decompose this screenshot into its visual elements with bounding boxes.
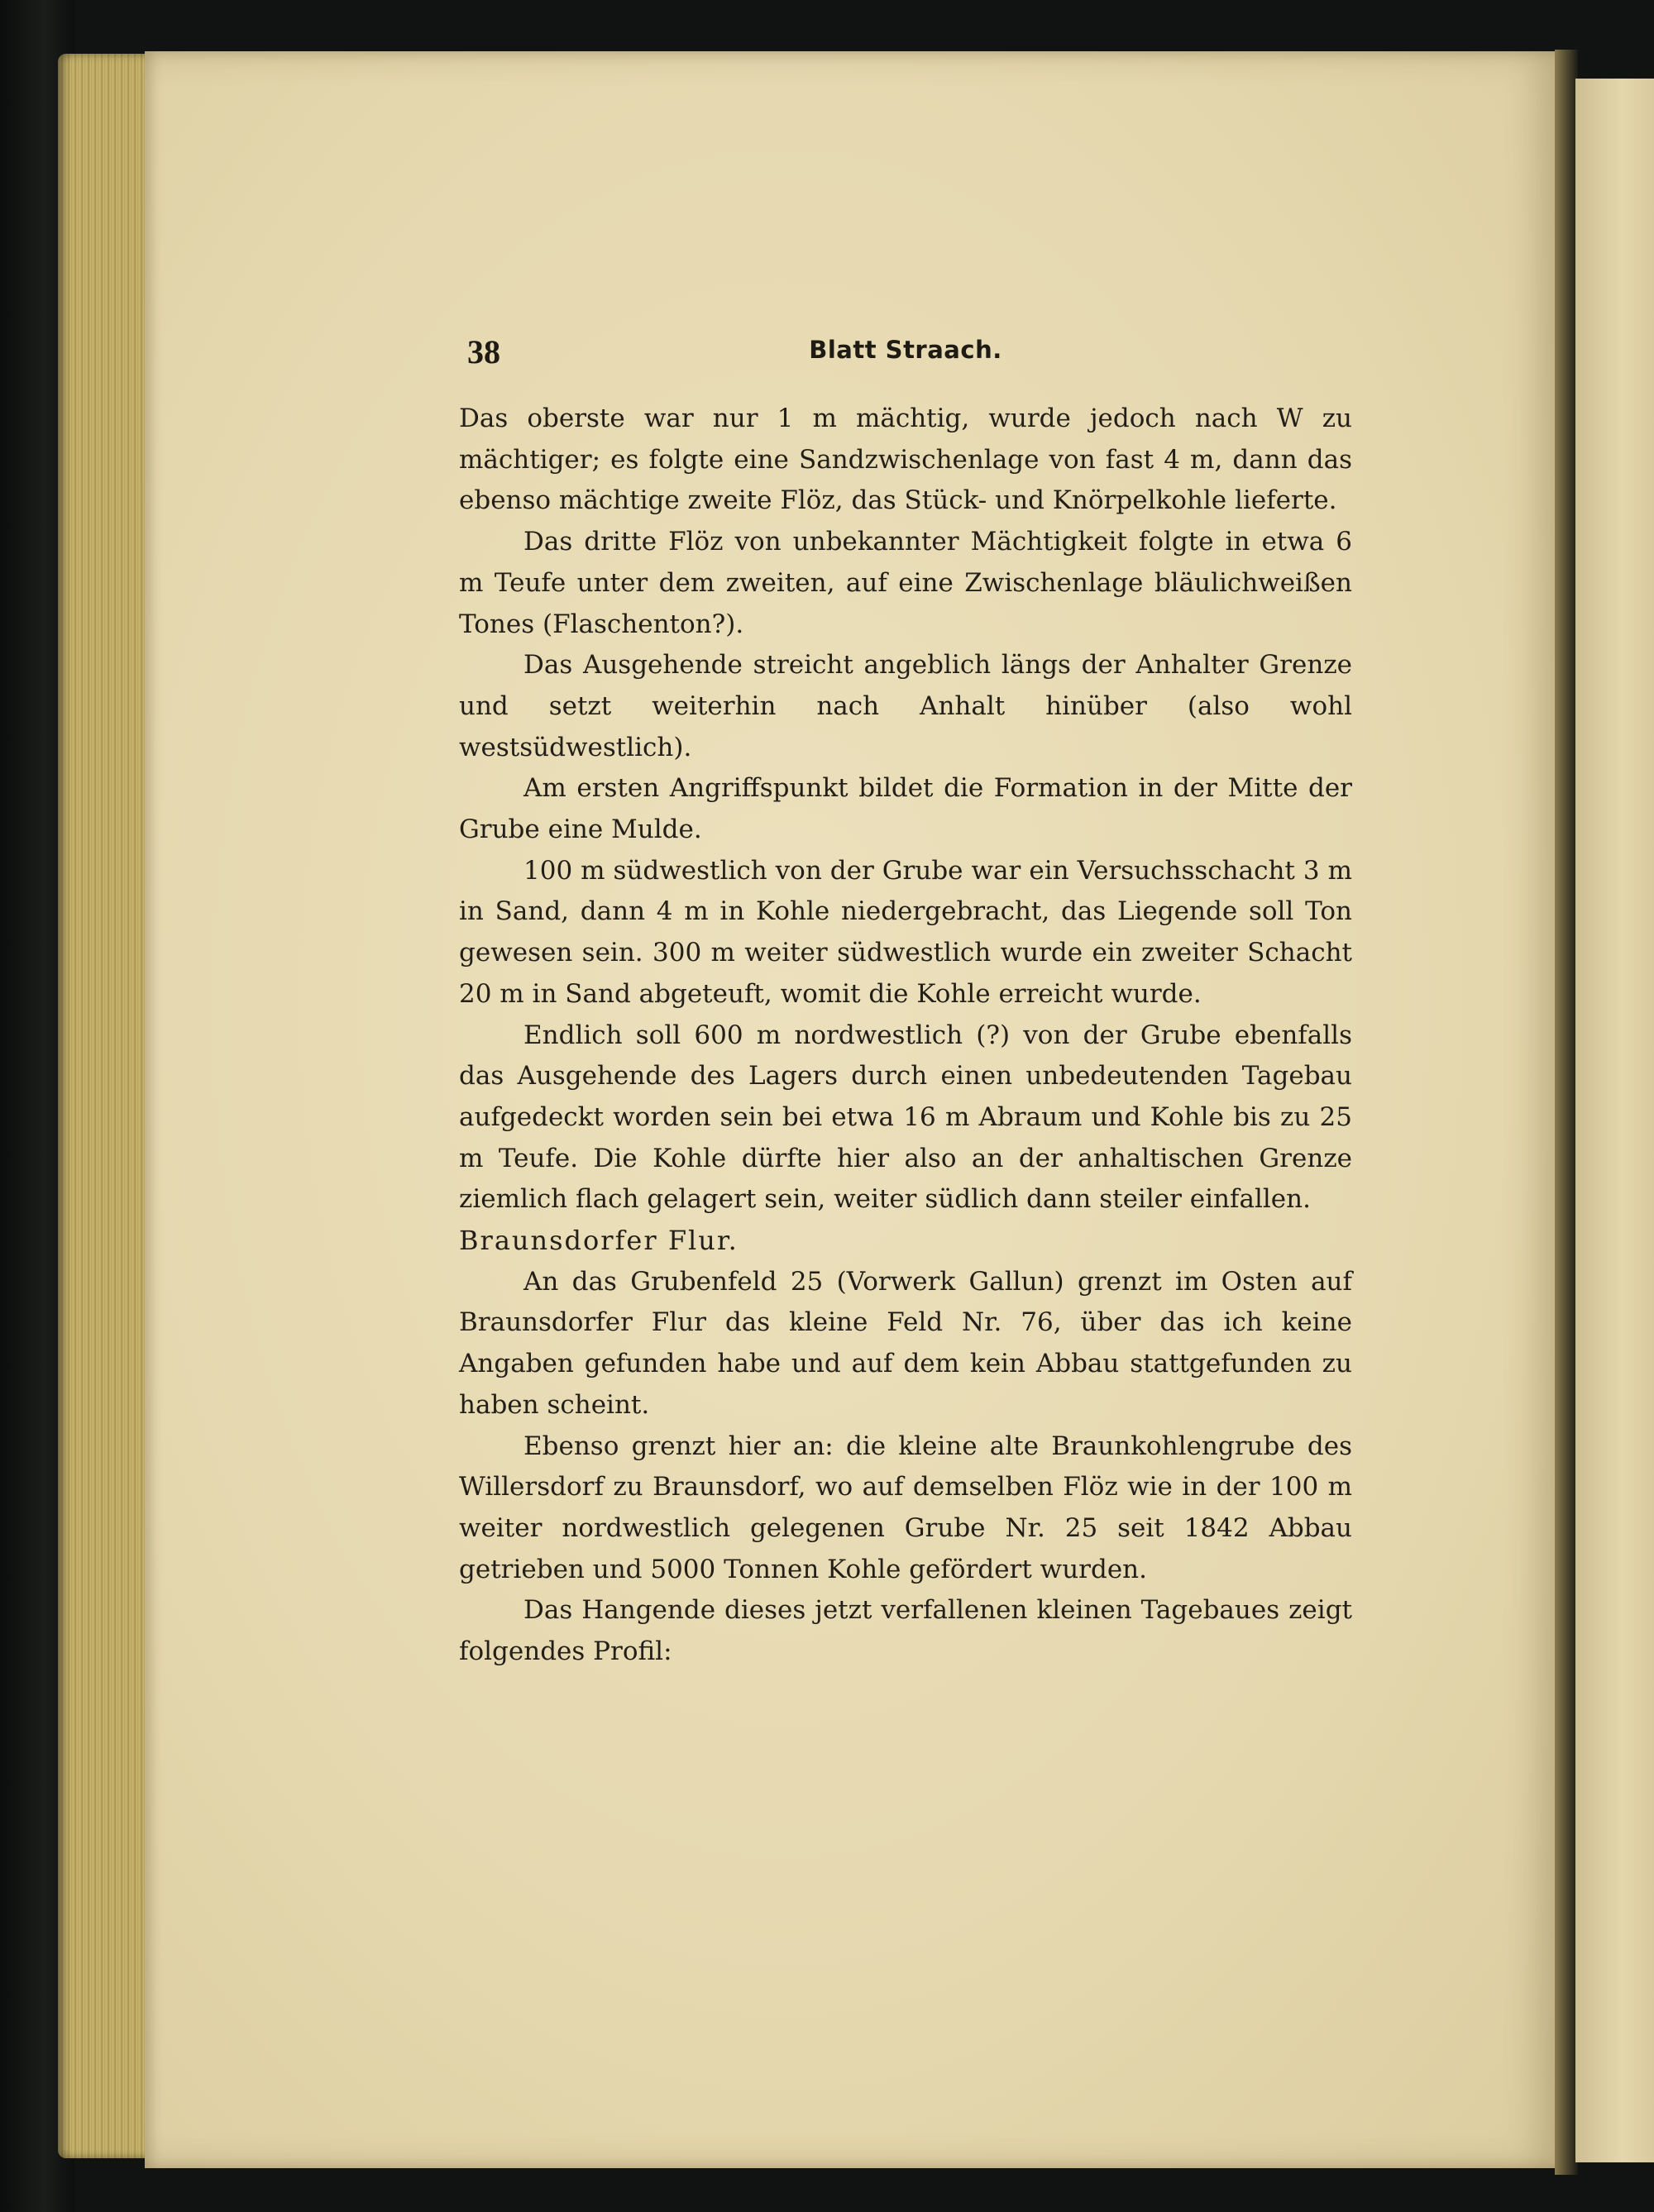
paragraph: 100 m südwestlich von der Grube war ein Versuchsschacht 3 m in Sand, dann 4 m in Kohle niedergebracht, das Liegende soll Ton gewesen sein. 300 m weiter südwestlich wurde ein zweiter Schacht 20 m in Sand abgeteuft, womit die Kohle erreicht wurde.	[459, 855, 1352, 1009]
paragraph: Endlich soll 600 m nordwestlich (?) von der Grube ebenfalls das Ausgehende des Lagers durch einen unbedeutenden Tagebau aufgedeckt worden sein bei etwa 16 m Abraum und Kohle bis zu 25 m Teufe. Die Kohle dürfte hier also an der anhaltischen Grenze ziemlich flach gelagert sein, weiter südlich dann steiler einfallen.	[459, 1020, 1352, 1215]
paragraph: An das Grubenfeld 25 (Vorwerk Gallun) grenzt im Osten auf Braunsdorfer Flur das kleine Feld Nr. 76, über das ich keine Angaben gefunden habe und auf dem kein Abbau stattgefunden zu haben scheint.	[459, 1266, 1352, 1420]
section-heading: Braunsdorfer Flur.	[459, 1225, 739, 1257]
facing-page-edge	[1575, 79, 1654, 2162]
page-number: 38	[467, 333, 500, 370]
page-edges	[58, 54, 153, 2158]
paragraph: Das Hangende dieses jetzt verfallenen kleinen Tagebaues zeigt folgendes Profil:	[459, 1595, 1352, 1667]
paragraph: Das Ausgehende streicht angeblich längs der Anhalter Grenze und setzt weiterhin nach Anhalt hinüber (also wohl westsüdwestlich).	[459, 650, 1352, 762]
paragraph: Das dritte Flöz von unbekannter Mächtigkeit folgte in etwa 6 m Teufe unter dem zweiten, auf eine Zwischenlage bläulichweißen Tones (Flaschenton?).	[459, 527, 1352, 639]
running-title: Blatt Straach.	[809, 336, 1002, 364]
page-header	[459, 332, 1352, 374]
paragraph: Ebenso grenzt hier an: die kleine alte Braunkohlengrube des Willersdorf zu Braunsdorf, wo auf demselben Flöz wie in der 100 m weiter nordwestlich gelegenen Grube Nr. 25 seit 1842 Abbau getrieben und 5000 Tonnen Kohle gefördert wurden.	[459, 1431, 1352, 1584]
page-body	[459, 399, 1352, 1673]
gutter-shadow	[1555, 50, 1578, 2175]
paragraph: Am ersten Angriffspunkt bildet die Formation in der Mitte der Grube eine Mulde.	[459, 773, 1352, 845]
paragraph: Das oberste war nur 1 m mächtig, wurde jedoch nach W zu mächtiger; es folgte eine Sandzwischenlage von fast 4 m, dann das ebenso mächtige zweite Flöz, das Stück- und Knörpelkohle lieferte.	[459, 404, 1352, 516]
